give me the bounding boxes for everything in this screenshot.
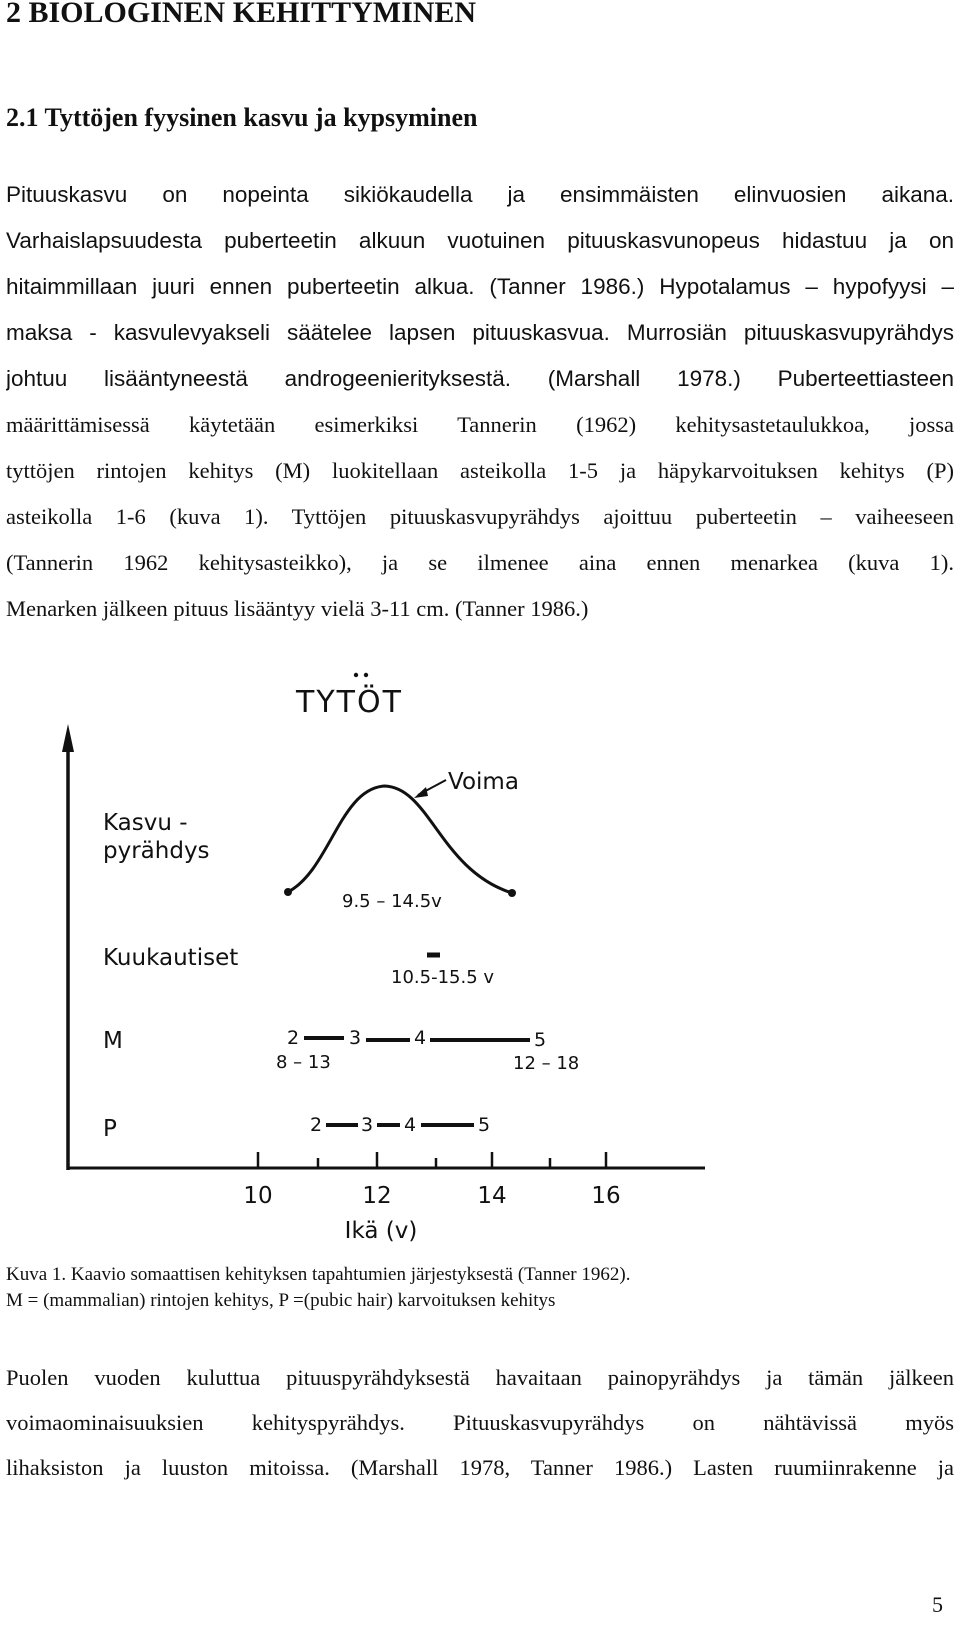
m-start-range: 8 – 13 (276, 1052, 331, 1073)
paragraph-line: voimaominaisuuksien kehityspyrähdys. Pituuskasvupyrähdys on nähtävissä myös (6, 1410, 954, 1435)
m-stage: 5 (534, 1029, 547, 1051)
kasvu-range: 9.5 – 14.5v (342, 891, 442, 912)
paragraph-line: johtuu lisääntyneestä androgeenierityksestä. (Marshall 1978.) Puberteettiasteen (6, 366, 954, 391)
p-stage: 3 (361, 1114, 374, 1136)
tick-label: 10 (243, 1183, 273, 1209)
tick-label: 16 (591, 1183, 621, 1209)
paragraph-line: tyttöjen rintojen kehitys (M) luokitellaan asteikolla 1-5 ja häpykarvoituksen kehitys (P) (6, 458, 954, 483)
paragraph-line: hitaimmillaan juuri ennen puberteetin alkua. (Tanner 1986.) Hypotalamus – hypofyysi – (6, 274, 954, 299)
tick-label: 12 (362, 1183, 392, 1209)
m-stage: 4 (414, 1027, 427, 1049)
chapter-title: 2 BIOLOGINEN KEHITTYMINEN (6, 0, 477, 29)
paragraph-line: lihaksiston ja luuston mitoissa. (Marshall 1978, Tanner 1986.) Lasten ruumiinrakenne ja (6, 1455, 954, 1480)
p-stage: 5 (478, 1114, 491, 1136)
paragraph-line: Varhaislapsuudesta puberteetin alkuun vuotuinen pituuskasvunopeus hidastuu ja on (6, 228, 954, 253)
m-label: M (103, 1028, 123, 1054)
section-title: 2.1 Tyttöjen fyysinen kasvu ja kypsyminen (6, 103, 478, 132)
paragraph-line: asteikolla 1-6 (kuva 1). Tyttöjen pituuskasvupyrähdys ajoittuu puberteetin – vaiheeseen (6, 504, 954, 529)
y-axis-arrow (62, 724, 74, 752)
kasvu-label: Kasvu - (103, 810, 188, 836)
p-stage: 4 (404, 1114, 417, 1136)
page-number: 5 (932, 1592, 943, 1617)
paragraph-line: Puolen vuoden kuluttua pituuspyrähdyksestä havaitaan painopyrähdys ja tämän jälkeen (6, 1365, 954, 1390)
kuukautiset-label: Kuukautiset (103, 945, 239, 971)
paragraph-line: maksa - kasvulevyakseli säätelee lapsen pituuskasvua. Murrosiän pituuskasvupyrähdys (6, 320, 954, 345)
tick-label: 14 (477, 1183, 507, 1209)
m-stage: 3 (349, 1027, 362, 1049)
m-end-range: 12 – 18 (513, 1053, 580, 1074)
p-stage: 2 (310, 1114, 323, 1136)
development-diagram (0, 660, 960, 1260)
growth-curve (288, 786, 512, 893)
kuukautiset-range: 10.5-15.5 v (391, 967, 495, 988)
p-label: P (103, 1116, 117, 1142)
figure-caption-legend: M = (mammalian) rintojen kehitys, P =(pubic hair) karvoituksen kehitys (6, 1290, 556, 1311)
voima-label: Voima (448, 769, 519, 795)
m-stage: 2 (287, 1027, 300, 1049)
kasvu-label: pyrähdys (103, 838, 210, 864)
paragraph-line: Menarken jälkeen pituus lisääntyy vielä 3-11 cm. (Tanner 1986.) (6, 596, 589, 621)
axis-label: Ikä (v) (344, 1218, 418, 1244)
paragraph-line: Pituuskasvu on nopeinta sikiökaudella ja ensimmäisten elinvuosien aikana. (6, 182, 954, 207)
figure-caption: Kuva 1. Kaavio somaattisen kehityksen tapahtumien järjestyksestä (Tanner 1962). (6, 1264, 631, 1285)
paragraph-line: määrittämisessä käytetään esimerkiksi Tannerin (1962) kehitysastetaulukkoa, jossa (6, 412, 954, 437)
paragraph-line: (Tannerin 1962 kehitysasteikko), ja se ilmenee aina ennen menarkea (kuva 1). (6, 550, 954, 575)
figure-title: TYTÖT (296, 685, 403, 720)
